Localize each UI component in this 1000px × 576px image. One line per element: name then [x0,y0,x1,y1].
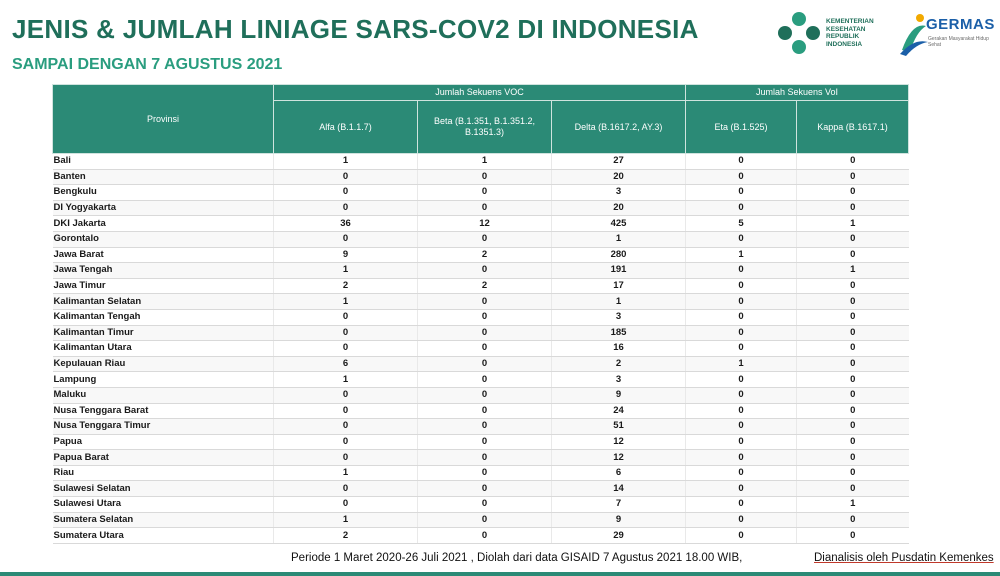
beta-cell: 1 [418,154,552,170]
alfa-cell: 0 [274,387,418,403]
province-cell: Sulawesi Utara [53,497,274,513]
eta-cell: 0 [686,419,797,435]
kappa-cell: 1 [797,263,909,279]
kappa-cell: 0 [797,434,909,450]
table-row [53,200,909,216]
kappa-cell: 0 [797,387,909,403]
delta-cell: 12 [552,434,686,450]
eta-cell: 0 [686,434,797,450]
delta-column-header: Delta (B.1617.2, AY.3) [552,101,686,154]
voc-group-header: Jumlah Sekuens VOC [274,85,686,101]
table-row [53,294,909,310]
eta-column-header: Eta (B.1.525) [686,101,797,154]
delta-cell: 2 [552,356,686,372]
delta-cell: 6 [552,465,686,481]
eta-cell: 0 [686,465,797,481]
lineage-table-body [53,154,909,544]
table-row [53,309,909,325]
eta-cell: 0 [686,309,797,325]
province-cell: Banten [53,169,274,185]
germas-logo-word: GERMAS [926,16,995,33]
table-row [53,512,909,528]
province-cell: Kalimantan Selatan [53,294,274,310]
eta-cell: 5 [686,216,797,232]
kappa-cell: 0 [797,403,909,419]
beta-column-header: Beta (B.1.351, B.1.351.2, B.1351.3) [418,101,552,154]
table-row [53,154,909,170]
kappa-cell: 0 [797,325,909,341]
eta-cell: 0 [686,278,797,294]
eta-cell: 0 [686,450,797,466]
kappa-cell: 1 [797,216,909,232]
delta-cell: 3 [552,185,686,201]
eta-cell: 1 [686,247,797,263]
delta-cell: 280 [552,247,686,263]
alfa-cell: 1 [274,465,418,481]
alfa-cell: 0 [274,231,418,247]
kappa-cell: 0 [797,154,909,170]
province-cell: Jawa Timur [53,278,274,294]
page-subtitle: SAMPAI DENGAN 7 AGUSTUS 2021 [12,56,283,73]
eta-cell: 0 [686,403,797,419]
table-row [53,341,909,357]
alfa-cell: 1 [274,294,418,310]
table-row [53,372,909,388]
province-cell: Maluku [53,387,274,403]
table-row [53,465,909,481]
delta-cell: 3 [552,309,686,325]
province-cell: Riau [53,465,274,481]
beta-cell: 0 [418,200,552,216]
alfa-cell: 0 [274,169,418,185]
footer-analysis-credit: Dianalisis oleh Pusdatin Kemenkes [814,552,994,564]
kappa-cell: 0 [797,231,909,247]
beta-cell: 0 [418,294,552,310]
province-cell: Gorontalo [53,231,274,247]
province-cell: Jawa Barat [53,247,274,263]
table-row [53,216,909,232]
alfa-column-header: Alfa (B.1.1.7) [274,101,418,154]
province-cell: Nusa Tenggara Timur [53,419,274,435]
kappa-cell: 0 [797,309,909,325]
beta-cell: 0 [418,481,552,497]
kappa-cell: 0 [797,356,909,372]
province-cell: Sumatera Selatan [53,512,274,528]
delta-cell: 1 [552,294,686,310]
kappa-cell: 1 [797,497,909,513]
table-row [53,450,909,466]
beta-cell: 0 [418,372,552,388]
delta-cell: 9 [552,512,686,528]
beta-cell: 0 [418,169,552,185]
delta-cell: 12 [552,450,686,466]
alfa-cell: 0 [274,419,418,435]
alfa-cell: 2 [274,278,418,294]
delta-cell: 16 [552,341,686,357]
kemenkes-emblem-icon [776,10,822,56]
alfa-cell: 0 [274,434,418,450]
province-cell: Sulawesi Selatan [53,481,274,497]
eta-cell: 0 [686,154,797,170]
table-row [53,231,909,247]
eta-cell: 1 [686,356,797,372]
province-cell: DI Yogyakarta [53,200,274,216]
alfa-cell: 1 [274,263,418,279]
beta-cell: 0 [418,450,552,466]
delta-cell: 27 [552,154,686,170]
delta-cell: 425 [552,216,686,232]
alfa-cell: 0 [274,497,418,513]
alfa-cell: 6 [274,356,418,372]
footer-periode: Periode 1 Maret 2020-26 Juli 2021 , Diolah dari data GISAID 7 Agustus 2021 18.00 WIB, [291,552,743,564]
delta-cell: 17 [552,278,686,294]
table-row [53,356,909,372]
beta-cell: 0 [418,403,552,419]
alfa-cell: 2 [274,528,418,544]
eta-cell: 0 [686,263,797,279]
delta-cell: 7 [552,497,686,513]
alfa-cell: 0 [274,403,418,419]
table-row [53,481,909,497]
kappa-cell: 0 [797,185,909,201]
eta-cell: 0 [686,528,797,544]
kappa-cell: 0 [797,169,909,185]
kappa-cell: 0 [797,528,909,544]
province-cell: Nusa Tenggara Barat [53,403,274,419]
page-title: JENIS & JUMLAH LINIAGE SARS-COV2 DI INDONESIA [12,14,699,44]
eta-cell: 0 [686,497,797,513]
alfa-cell: 9 [274,247,418,263]
alfa-cell: 0 [274,341,418,357]
kemenkes-logo-text: KEMENTERIAN KESEHATAN REPUBLIK INDONESIA [826,18,874,48]
kappa-column-header: Kappa (B.1617.1) [797,101,909,154]
province-cell: Kalimantan Tengah [53,309,274,325]
kappa-cell: 0 [797,372,909,388]
alfa-cell: 0 [274,481,418,497]
delta-cell: 29 [552,528,686,544]
kappa-cell: 0 [797,200,909,216]
delta-cell: 3 [552,372,686,388]
province-cell: Kalimantan Timur [53,325,274,341]
delta-cell: 9 [552,387,686,403]
table-row [53,387,909,403]
eta-cell: 0 [686,481,797,497]
beta-cell: 0 [418,387,552,403]
table-row [53,278,909,294]
alfa-cell: 1 [274,372,418,388]
eta-cell: 0 [686,372,797,388]
alfa-cell: 0 [274,325,418,341]
province-cell: DKI Jakarta [53,216,274,232]
beta-cell: 0 [418,497,552,513]
alfa-cell: 0 [274,309,418,325]
alfa-cell: 1 [274,512,418,528]
bottom-accent-bar [0,572,1000,576]
beta-cell: 0 [418,185,552,201]
germas-logo-tagline: Gerakan Masyarakat Hidup Sehat [928,36,989,48]
delta-cell: 24 [552,403,686,419]
province-cell: Kalimantan Utara [53,341,274,357]
beta-cell: 0 [418,325,552,341]
kappa-cell: 0 [797,341,909,357]
table-row [53,247,909,263]
germas-logo [898,6,994,60]
table-row [53,419,909,435]
alfa-cell: 0 [274,200,418,216]
province-cell: Papua [53,434,274,450]
kappa-cell: 0 [797,247,909,263]
eta-cell: 0 [686,200,797,216]
kappa-cell: 0 [797,294,909,310]
eta-cell: 0 [686,341,797,357]
table-row [53,434,909,450]
province-cell: Sumatera Utara [53,528,274,544]
beta-cell: 0 [418,356,552,372]
table-row [53,185,909,201]
eta-cell: 0 [686,294,797,310]
lineage-table [52,84,909,544]
kemenkes-logo [776,8,896,58]
beta-cell: 0 [418,528,552,544]
eta-cell: 0 [686,387,797,403]
province-cell: Bali [53,154,274,170]
kappa-cell: 0 [797,465,909,481]
table-row [53,325,909,341]
alfa-cell: 0 [274,185,418,201]
table-row [53,263,909,279]
province-cell: Lampung [53,372,274,388]
eta-cell: 0 [686,325,797,341]
beta-cell: 2 [418,278,552,294]
alfa-cell: 1 [274,154,418,170]
beta-cell: 0 [418,231,552,247]
kappa-cell: 0 [797,419,909,435]
beta-cell: 0 [418,263,552,279]
eta-cell: 0 [686,231,797,247]
delta-cell: 51 [552,419,686,435]
delta-cell: 1 [552,231,686,247]
kappa-cell: 0 [797,450,909,466]
eta-cell: 0 [686,185,797,201]
province-column-header: Provinsi [53,85,274,154]
delta-cell: 185 [552,325,686,341]
delta-cell: 20 [552,200,686,216]
kappa-cell: 0 [797,512,909,528]
beta-cell: 0 [418,434,552,450]
eta-cell: 0 [686,169,797,185]
table-row [53,528,909,544]
table-row [53,403,909,419]
beta-cell: 0 [418,341,552,357]
delta-cell: 14 [552,481,686,497]
beta-cell: 2 [418,247,552,263]
table-row [53,497,909,513]
beta-cell: 0 [418,512,552,528]
alfa-cell: 0 [274,450,418,466]
beta-cell: 0 [418,419,552,435]
beta-cell: 12 [418,216,552,232]
province-cell: Papua Barat [53,450,274,466]
province-cell: Bengkulu [53,185,274,201]
beta-cell: 0 [418,309,552,325]
eta-cell: 0 [686,512,797,528]
delta-cell: 191 [552,263,686,279]
table-row [53,169,909,185]
province-cell: Jawa Tengah [53,263,274,279]
kappa-cell: 0 [797,278,909,294]
province-cell: Kepulauan Riau [53,356,274,372]
beta-cell: 0 [418,465,552,481]
delta-cell: 20 [552,169,686,185]
kappa-cell: 0 [797,481,909,497]
voi-group-header: Jumlah Sekuens VoI [686,85,909,101]
alfa-cell: 36 [274,216,418,232]
